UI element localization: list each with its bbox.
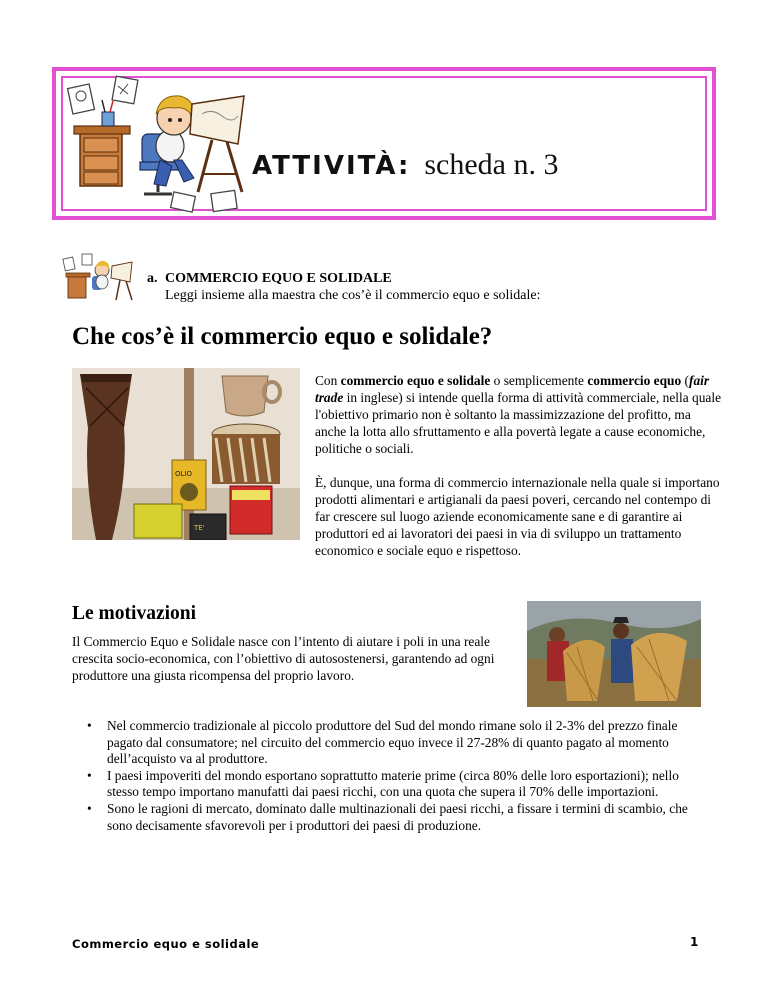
intro-paragraph-1 (315, 372, 725, 457)
box-label: OLIO (175, 470, 192, 478)
fair-trade-products-photo (72, 368, 300, 540)
bullet-text: Sono le ragioni di mercato, dominato dalle multinazionali dei paesi ricchi, a fissare i termini di scambio, che sono decisamente sfavorevoli per i produttori dei paesi di produzione. (107, 800, 688, 833)
section-title: COMMERCIO EQUO E SOLIDALE (165, 271, 392, 286)
bullet-icon: • (87, 767, 92, 783)
section-letter: a. (147, 271, 158, 286)
box-label: TE' (194, 524, 205, 532)
intro-paragraph-2: È, dunque, una forma di commercio internazionale nella quale si importano prodotti alimentari e artigianali da paesi poveri, cercando nel contempo di far crescere sul luogo aziende economicamente sane e di garantire ai produttori ed ai lavoratori dei paesi in via di sviluppo un trattamento economico e sociale equo e rispettoso. (315, 475, 720, 558)
child-drawing-illustration (62, 74, 252, 214)
scheda-number: scheda n. 3 (424, 148, 559, 181)
farmers-harvest-photo (527, 601, 701, 707)
section-subtitle: Leggi insieme alla maestra che cos’è il commercio equo e solidale: (165, 288, 541, 303)
bullet-text: Nel commercio tradizionale al piccolo produttore del Sud del mondo rimane solo il 2-3% del prezzo finale pagato dal consumatore; nel circuito del commercio equo invece il 27-28% di quanto pagato al momento dell’acquisto va al produttore. (107, 718, 678, 767)
motivazioni-intro: Il Commercio Equo e Solidale nasce con l’intento di aiutare i poli in una reale crescita socio-economica, con l’obiettivo di autosostenersi, garantendo ad ogni produttore una giusta ricompensa del proprio lavoro. (72, 634, 495, 683)
bullet-icon: • (87, 800, 92, 816)
text-run: Con (315, 373, 341, 388)
motivazioni-heading: Le motivazioni (72, 603, 197, 624)
page-number: 1 (690, 935, 699, 949)
text-run: o semplicemente (490, 373, 588, 388)
child-desk-icon (62, 252, 134, 304)
term-bold: commercio equo (587, 373, 682, 388)
bullet-icon: • (87, 718, 92, 733)
footer-title: Commercio equo e solidale (72, 937, 260, 951)
list-item (87, 718, 707, 768)
text-run: ( (681, 373, 690, 388)
term-bold: commercio equo e solidale (340, 373, 491, 388)
section-a (147, 270, 541, 304)
list-item (87, 768, 707, 801)
header-title (252, 148, 558, 182)
page-title: Che cos’è il commercio equo e solidale? (72, 323, 493, 350)
term-bold-italic: fair trade (315, 373, 710, 405)
motivazioni-bullet-list (87, 718, 707, 834)
bullet-text: I paesi impoveriti del mondo esportano soprattutto materie prime (circa 80% delle loro esportazioni); nello stesso tempo importano manufatti dai paesi ricchi, con una quota che supera il 70% delle importazioni. (107, 767, 679, 800)
activity-label: ATTIVITÀ: (252, 151, 411, 181)
text-run: in inglese) si intende quella forma di attività commerciale, nella quale l'obiettivo primario non è soltanto la massimizzazione del profitto, ma anche la lotta allo sfruttamento e alla povertà legate a cause economiche, politiche o sociali. (315, 390, 722, 456)
list-item (87, 801, 707, 834)
